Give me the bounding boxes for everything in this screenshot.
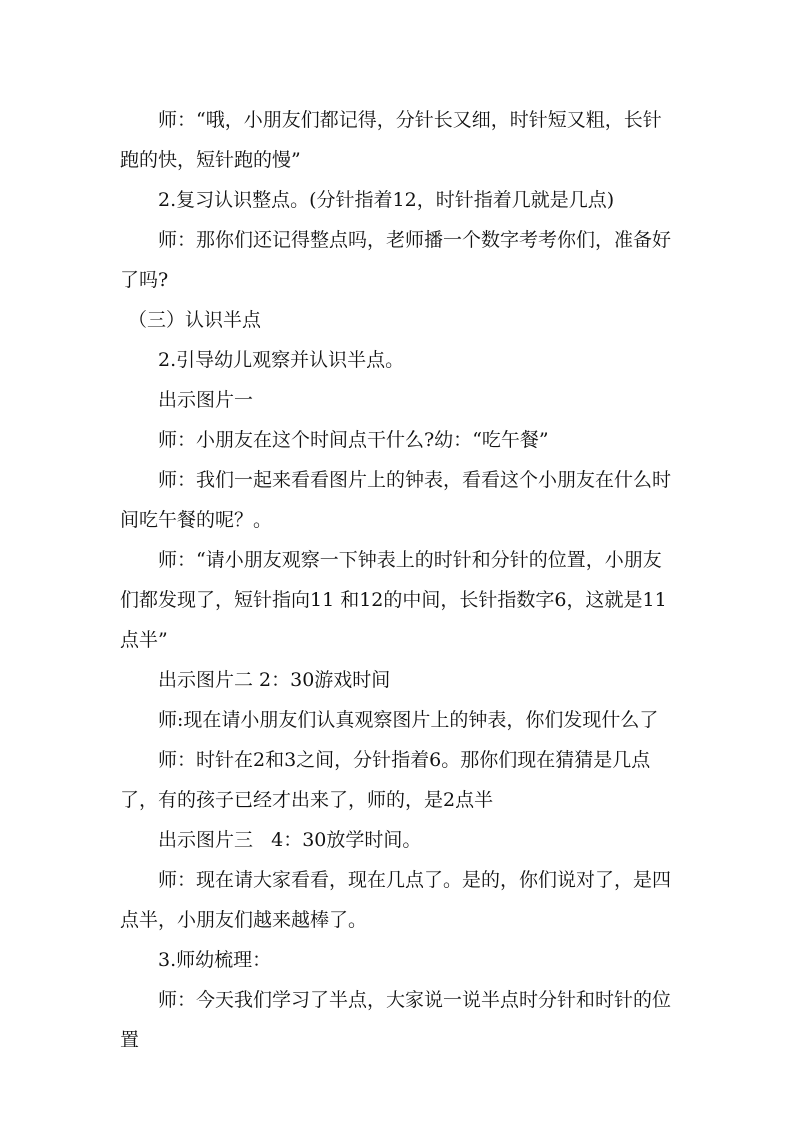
paragraph-review-whole-hours: 2.复习认识整点。(分针指着12，时针指着几就是几点) [158, 189, 615, 211]
paragraph-two-thirty: 师：时针在2和3之间，分针指着6。那你们现在猜猜是几点了，有的孩子已经才出来了，师的，是2点半 [120, 749, 651, 811]
paragraph-show-picture-two: 出示图片二 2：30游戏时间 [158, 669, 391, 691]
paragraph-summary: 师：今天我们学习了半点，大家说一说半点时分针和时针的位置 [120, 989, 672, 1051]
paragraph-four-thirty: 师：现在请大家看看，现在几点了。是的，你们说对了，是四点半，小朋友们越来越棒了。 [120, 869, 672, 931]
section-heading-half-hour: （三）认识半点 [128, 309, 262, 331]
document-body [120, 100, 680, 1060]
paragraph-lunch-question: 师：小朋友在这个时间点干什么?幼：“吃午餐” [158, 429, 549, 451]
paragraph-guide-observe: 2.引导幼儿观察并认识半点。 [158, 349, 405, 371]
paragraph-observe-clock: 师:现在请小朋友们认真观察图片上的钟表，你们发现什么了 [158, 709, 659, 731]
paragraph-eleven-thirty: 师：“请小朋友观察一下钟表上的时针和分针的位置，小朋友们都发现了，短针指向11 和12的中间，长针指数字6，这就是11点半” [120, 549, 667, 651]
paragraph-teacher-quiz: 师：那你们还记得整点吗，老师播一个数字考考你们，准备好了吗? [120, 229, 672, 291]
paragraph-look-at-clock: 师：我们一起来看看图片上的钟表，看看这个小朋友在什么时间吃午餐的呢？。 [120, 469, 672, 531]
paragraph-teacher-hands-review: 师：“哦，小朋友们都记得，分针长又细，时针短又粗，长针跑的快，短针跑的慢” [120, 109, 662, 171]
paragraph-summary-heading: 3.师幼梳理： [158, 949, 272, 971]
paragraph-show-picture-three: 出示图片三 4：30放学时间。 [158, 829, 422, 851]
paragraph-show-picture-one: 出示图片一 [158, 389, 254, 411]
